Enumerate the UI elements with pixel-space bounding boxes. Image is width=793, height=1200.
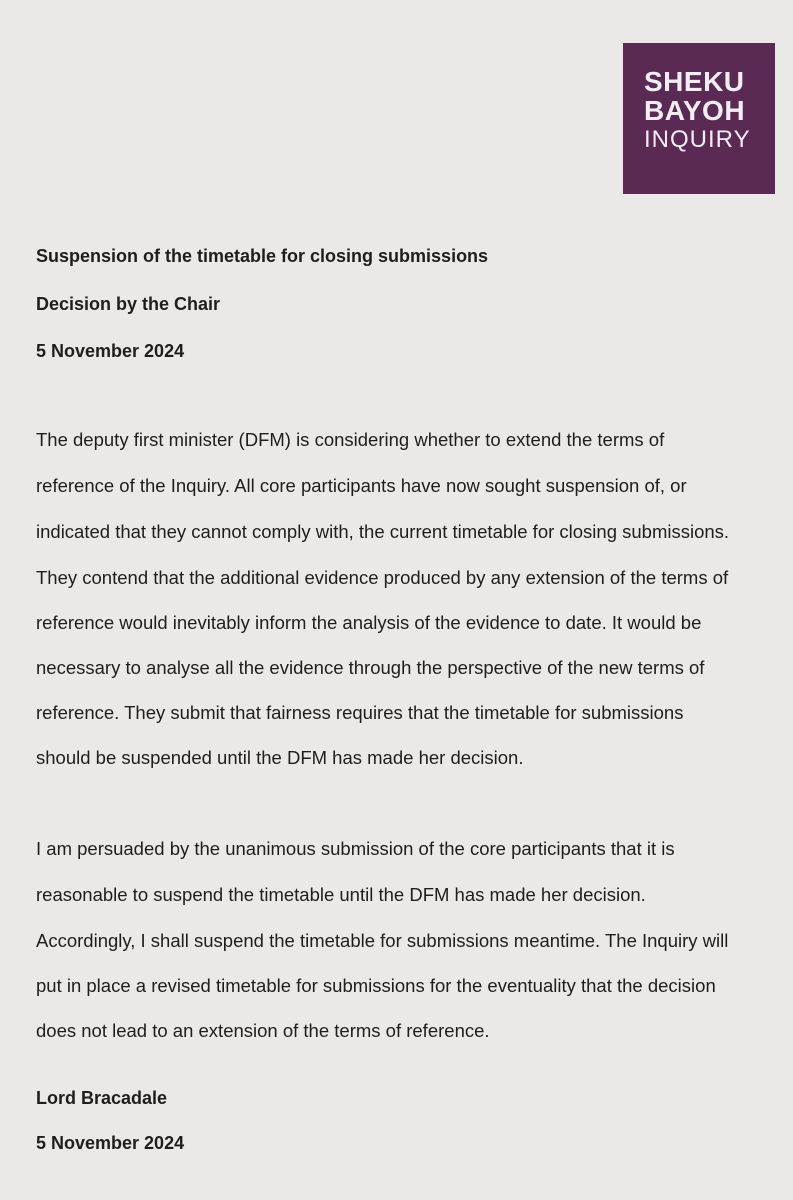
paragraph-1-line: reference. They submit that fairness requires that the timetable for submissions: [36, 702, 684, 723]
logo-line-1: SHEKU: [644, 66, 745, 97]
paragraph-1-line: They contend that the additional evidence produced by any extension of the terms of: [36, 567, 729, 588]
paragraph-1-line: reference of the Inquiry. All core participants have now sought suspension of, or: [36, 475, 687, 496]
logo-line-2: BAYOH: [644, 95, 746, 126]
paragraph-1-line: should be suspended until the DFM has made her decision.: [36, 747, 524, 768]
signatory-name: Lord Bracadale: [36, 1088, 168, 1108]
paragraph-1-line: The deputy first minister (DFM) is considering whether to extend the terms of: [36, 429, 665, 450]
paragraph-2-line: reasonable to suspend the timetable until the DFM has made her decision.: [36, 884, 646, 905]
paragraph-2-line: put in place a revised timetable for submissions for the eventuality that the decision: [36, 975, 716, 996]
sheku-bayoh-inquiry-logo: [623, 43, 775, 194]
document-date: 5 November 2024: [36, 341, 185, 361]
paragraph-1-line: indicated that they cannot comply with, the current timetable for closing submissions.: [36, 521, 730, 542]
document-subtitle: Decision by the Chair: [36, 294, 221, 314]
document-title: Suspension of the timetable for closing submissions: [36, 246, 489, 266]
paragraph-1-line: reference would inevitably inform the analysis of the evidence to date. It would be: [36, 612, 702, 633]
paragraph-2-line: I am persuaded by the unanimous submission of the core participants that it is: [36, 838, 675, 859]
logo-line-3: INQUIRY: [644, 126, 751, 153]
paragraph-2-line: Accordingly, I shall suspend the timetable for submissions meantime. The Inquiry will: [36, 930, 729, 951]
paragraph-1-line: necessary to analyse all the evidence through the perspective of the new terms of: [36, 657, 705, 678]
paragraph-2-line: does not lead to an extension of the terms of reference.: [36, 1020, 490, 1041]
signature-date: 5 November 2024: [36, 1133, 185, 1153]
